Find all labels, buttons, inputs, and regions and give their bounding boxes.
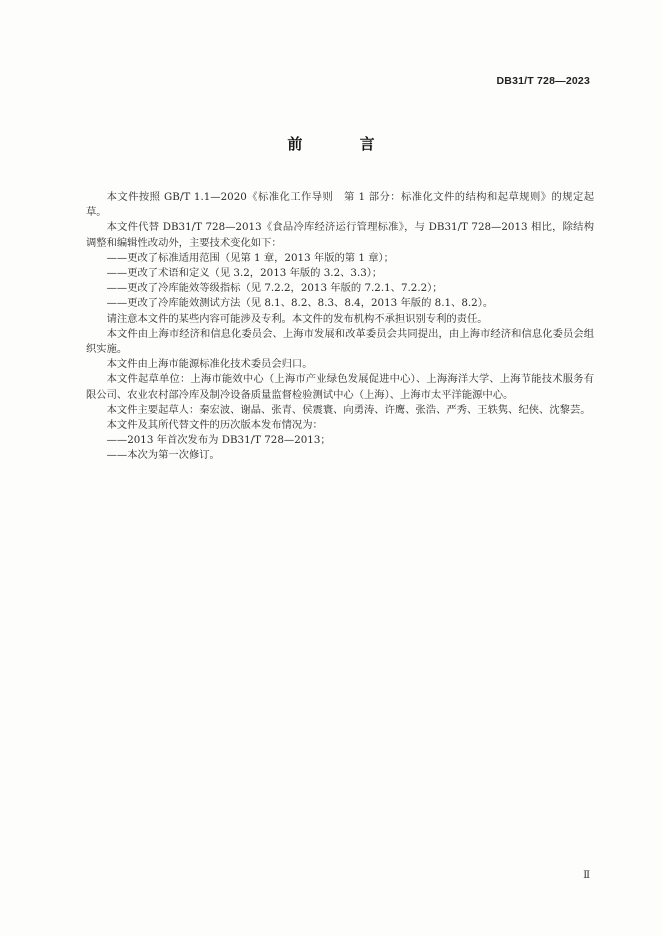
- paragraph-patent-notice: 请注意本文件的某些内容可能涉及专利。本文件的发布机构不承担识别专利的责任。: [106, 312, 488, 325]
- change-item-test-method: ——更改了冷库能效测试方法（见 8.1、8.2、8.3、8.4，2013 年版的 8.1、8.2）。: [106, 297, 494, 310]
- foreword-body: [86, 190, 594, 464]
- history-item-first-revision: ——本次为第一次修订。: [106, 449, 220, 462]
- paragraph-drafting-rules: 本文件按照 GB/T 1.1—2020《标准化工作导则 第 1 部分：标准化文件的结构和起草规则》的规定起草。: [86, 191, 594, 219]
- paragraph-proposer: 本文件由上海市经济和信息化委员会、上海市发展和改革委员会共同提出，由上海市经济和信息化委员会组织实施。: [86, 327, 594, 356]
- paragraph-drafting-units: 本文件起草单位：上海市能效中心（上海市产业绿色发展促进中心）、上海海洋大学、上海节能技术服务有限公司、农业农村部冷库及制冷设备质量监督检验测试中心（上海）、上海市太平洋能源中心。: [86, 373, 594, 401]
- paragraph-technical-committee: 本文件由上海市能源标准化技术委员会归口。: [106, 358, 313, 371]
- page-number: Ⅱ: [583, 870, 590, 881]
- paragraph-replaces: 本文件代替 DB31/T 728—2013《食品冷库经济运行管理标准》，与 DB31/T 728—2013 相比，除结构调整和编辑性改动外，主要技术变化如下：: [86, 221, 594, 249]
- standard-code: DB31/T 728—2023: [496, 75, 590, 87]
- paragraph-drafters: 本文件主要起草人：秦宏波、谢晶、张青、侯震寰、向勇涛、许鹰、张浩、严秀、王轶隽、纪侠、沈黎芸。: [106, 403, 591, 416]
- change-item-efficiency-grade: ——更改了冷库能效等级指标（见 7.2.2，2013 年版的 7.2.1、7.2.2）；: [106, 282, 443, 295]
- change-item-terms: ——更改了术语和定义（见 3.2，2013 年版的 3.2、3.3）；: [106, 267, 383, 280]
- change-item-scope: ——更改了标准适用范围（见第 1 章，2013 年版的第 1 章）；: [106, 251, 394, 264]
- history-item-first-release: ——2013 年首次发布为 DB31/T 728—2013；: [106, 434, 331, 447]
- page-title: 前 言: [287, 135, 401, 153]
- paragraph-version-history: 本文件及其所代替文件的历次版本发布情况为：: [106, 419, 323, 432]
